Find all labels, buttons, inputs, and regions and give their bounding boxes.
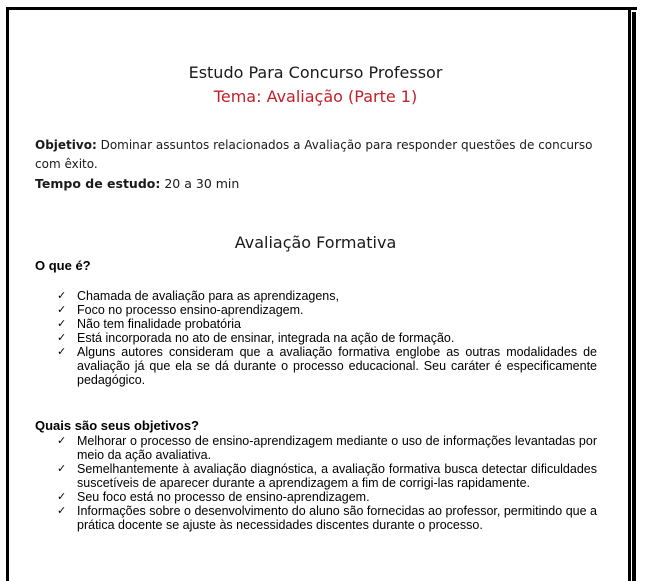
- list-item-text: Está incorporada no ato de ensinar, integrada na ação de formação.: [77, 331, 455, 345]
- list-item-text: Informações sobre o desenvolvimento do aluno são fornecidas ao professor, permitindo que a prática docente se ajuste às necessidades discentes durante o processo.: [77, 504, 597, 532]
- list-item: [57, 434, 597, 462]
- checklist-what: [57, 289, 597, 387]
- list-item-text: Semelhantemente à avaliação diagnóstica, a avaliação formativa busca detectar dificuldades suscetíveis de aparecer durante a aprendizagem a fim de corrigi-las rapidamente.: [77, 462, 597, 490]
- check-icon: ✓: [57, 303, 67, 316]
- objective-label: Objetivo:: [35, 138, 97, 152]
- check-icon: ✓: [57, 345, 67, 358]
- question-heading-objectives: Quais são seus objetivos?: [35, 418, 199, 433]
- check-icon: ✓: [57, 490, 67, 503]
- objective-paragraph: [35, 136, 595, 174]
- list-item: [57, 504, 597, 532]
- study-time-label: Tempo de estudo:: [35, 176, 161, 191]
- check-icon: ✓: [57, 434, 67, 447]
- objective-text: Dominar assuntos relacionados a Avaliação para responder questões de concurso com êxito.: [35, 138, 593, 171]
- check-icon: ✓: [57, 317, 67, 330]
- list-item-text: Alguns autores consideram que a avaliação formativa englobe as outras modalidades de avaliação já que ela se dá durante o processo educacional. Seu caráter é especificamente pedagógico.: [77, 345, 597, 387]
- list-item-text: Melhorar o processo de ensino-aprendizagem mediante o uso de informações levantadas por meio da ação avaliativa.: [77, 434, 597, 462]
- page-border-top: [6, 7, 637, 10]
- list-item: [57, 490, 597, 504]
- study-time: [35, 174, 239, 193]
- page-border-shadow: [632, 12, 636, 581]
- check-icon: ✓: [57, 289, 67, 302]
- check-icon: ✓: [57, 331, 67, 344]
- question-heading-what: O que é?: [35, 258, 91, 273]
- list-item: [57, 289, 597, 303]
- check-icon: ✓: [57, 462, 67, 475]
- list-item: [57, 303, 597, 317]
- checklist-objectives: [57, 434, 597, 532]
- list-item: [57, 331, 597, 345]
- list-item: [57, 462, 597, 490]
- check-icon: ✓: [57, 504, 67, 517]
- list-item: [57, 345, 597, 387]
- list-item-text: Chamada de avaliação para as aprendizagens,: [77, 289, 339, 303]
- section-title: Avaliação Formativa: [234, 233, 397, 252]
- list-item-text: Não tem finalidade probatória: [77, 317, 241, 331]
- list-item: [57, 317, 597, 331]
- document-subtitle: Tema: Avaliação (Parte 1): [213, 87, 418, 106]
- study-time-value: 20 a 30 min: [160, 176, 240, 191]
- list-item-text: Seu foco está no processo de ensino-aprendizagem.: [77, 490, 370, 504]
- document-title: Estudo Para Concurso Professor: [188, 63, 443, 82]
- list-item-text: Foco no processo ensino-aprendizagem.: [77, 303, 304, 317]
